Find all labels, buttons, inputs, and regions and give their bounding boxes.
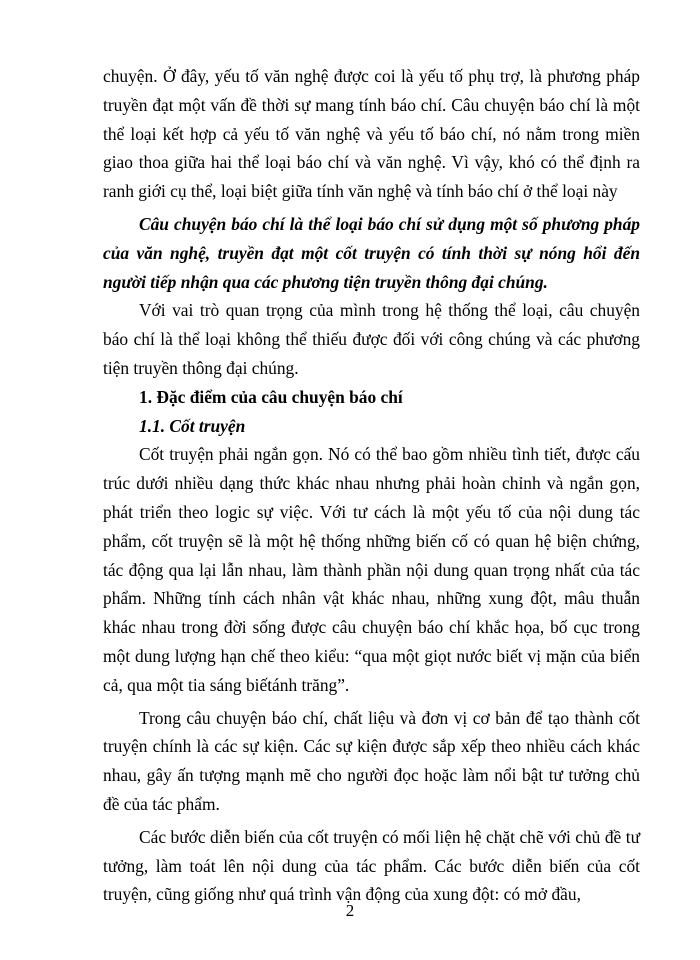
paragraph-events: Trong câu chuyện báo chí, chất liệu và đơn vị cơ bản để tạo thành cốt truyện chính là các sự kiện. Các sự kiện được sắp xếp theo nhiều cách khác nhau, gây ấn tượng mạnh mẽ cho người đọc hoặc làm nổi bật tư tưởng chủ đề của tác phẩm.	[103, 707, 640, 814]
definition-paragraph: Câu chuyện báo chí là thể loại báo chí sử dụng một số phương pháp của văn nghệ, truyền đạt một cốt truyện có tính thời sự nóng hổi đến người tiếp nhận qua các phương tiện truyền thông đại chúng.	[103, 213, 640, 292]
paragraph-development: Các bước diễn biến của cốt truyện có mối liện hệ chặt chẽ với chủ đề tư tưởng, làm toát lên nội dung của tác phẩm. Các bước diễn biến của cốt truyện, cũng giống như quá trình vận động của xung đột: có mở đầu,	[103, 826, 640, 905]
section-heading: 1. Đặc điểm của câu chuyện báo chí	[139, 386, 403, 407]
page-number: 2	[345, 901, 355, 920]
subsection-heading: 1.1. Cốt truyện	[139, 415, 246, 436]
paragraph-intro: chuyện. Ở đây, yếu tố văn nghệ được coi là yếu tố phụ trợ, là phương pháp truyền đạt một vấn đề thời sự mang tính báo chí. Câu chuyện báo chí là một thể loại kết hợp cả yếu tố văn nghệ và yếu tố báo chí, nó nằm trong miền giao thoa giữa hai thể loại báo chí và văn nghệ. Vì vậy, khó có thể định ra ranh giới cụ thể, loại biệt giữa tính văn nghệ và tính báo chí ở thể loại này	[103, 66, 640, 202]
paragraph-role: Với vai trò quan trọng của mình trong hệ thống thể loại, câu chuyện báo chí là thể loại không thể thiếu được đối với công chúng và các phương tiện truyền thông đại chúng.	[103, 300, 640, 378]
paragraph-plot: Cốt truyện phải ngắn gọn. Nó có thể bao gồm nhiều tình tiết, được cấu trúc dưới nhiều dạng thức khác nhau nhưng phải hoàn chỉnh và ngắn gọn, phát triển theo logic sự việc. Với tư cách là một yếu tố của nội dung tác phẩm, cốt truyện sẽ là một hệ thống những biến cố có quan hệ biện chứng, tác động qua lại lẫn nhau, làm thành phần nội dung quan trọng nhất của tác phẩm. Những tính cách nhân vật khác nhau, những xung đột, mâu thuẫn khác nhau trong đời sống được câu chuyện báo chí khắc họa, bố cục trong một dung lượng hạn chế theo kiểu: “qua một giọt nước biết vị mặn của biển cả, qua một tia sáng biếtánh trăng”.	[103, 444, 640, 695]
document-body	[103, 62, 640, 909]
